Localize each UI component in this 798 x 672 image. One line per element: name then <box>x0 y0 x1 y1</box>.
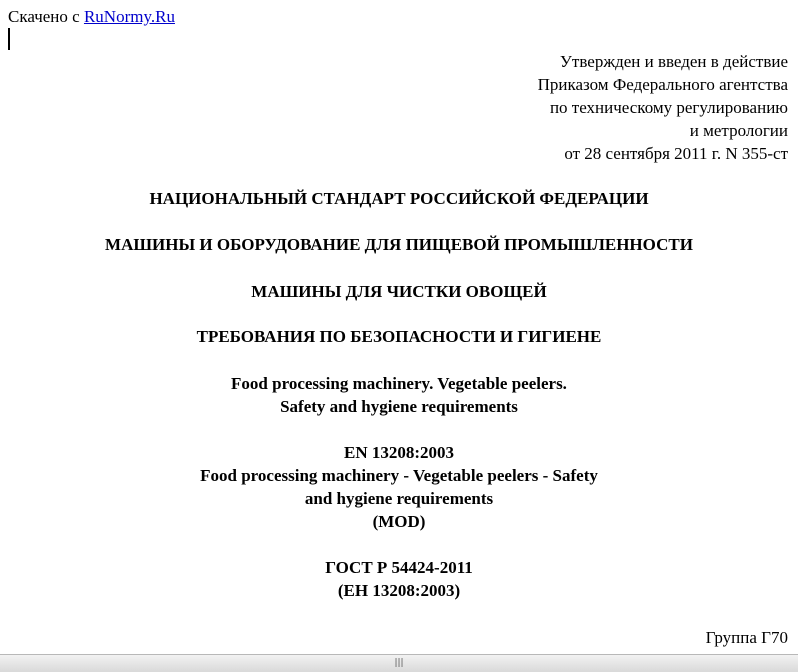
approval-line: по техническому регулированию <box>549 98 788 117</box>
scrollbar-grip-icon[interactable]: ||| <box>394 658 404 668</box>
gost-code: ГОСТ Р 54424-2011 <box>325 558 473 577</box>
source-prefix: Скачено с <box>8 7 84 26</box>
english-title-line: Food processing machinery. Vegetable peelers. <box>231 374 567 393</box>
gost-en-code: (ЕН 13208:2003) <box>337 581 461 600</box>
national-standard-heading: НАЦИОНАЛЬНЫЙ СТАНДАРТ РОССИЙСКОЙ ФЕДЕРАЦИИ <box>149 189 649 208</box>
horizontal-scrollbar[interactable] <box>0 654 798 672</box>
en-standard-mod: (MOD) <box>372 512 426 531</box>
approval-line: и метрологии <box>689 121 788 140</box>
en-standard-block <box>0 441 798 533</box>
machinery-heading: МАШИНЫ И ОБОРУДОВАНИЕ ДЛЯ ПИЩЕВОЙ ПРОМЫШЛЕННОСТИ <box>105 235 693 254</box>
approval-line: Приказом Федерального агентства <box>537 75 788 94</box>
approval-line: от 28 сентября 2011 г. N 355-ст <box>564 144 788 163</box>
gost-block <box>0 556 798 602</box>
runormy-link[interactable]: RuNormy.Ru <box>83 7 175 26</box>
approval-line: Утвержден и введен в действие <box>559 52 788 71</box>
english-title-line: Safety and hygiene requirements <box>280 397 518 416</box>
en-standard-title-line: and hygiene requirements <box>304 489 494 508</box>
english-title <box>0 372 798 418</box>
text-caret <box>8 28 10 50</box>
approval-block <box>538 50 788 165</box>
en-standard-code: EN 13208:2003 <box>343 443 455 462</box>
source-line <box>8 5 175 28</box>
en-standard-title-line: Food processing machinery - Vegetable peelers - Safety <box>200 466 598 485</box>
group-label: Группа Г70 <box>705 628 788 647</box>
peelers-heading: МАШИНЫ ДЛЯ ЧИСТКИ ОВОЩЕЙ <box>251 282 547 301</box>
requirements-heading: ТРЕБОВАНИЯ ПО БЕЗОПАСНОСТИ И ГИГИЕНЕ <box>196 327 602 346</box>
